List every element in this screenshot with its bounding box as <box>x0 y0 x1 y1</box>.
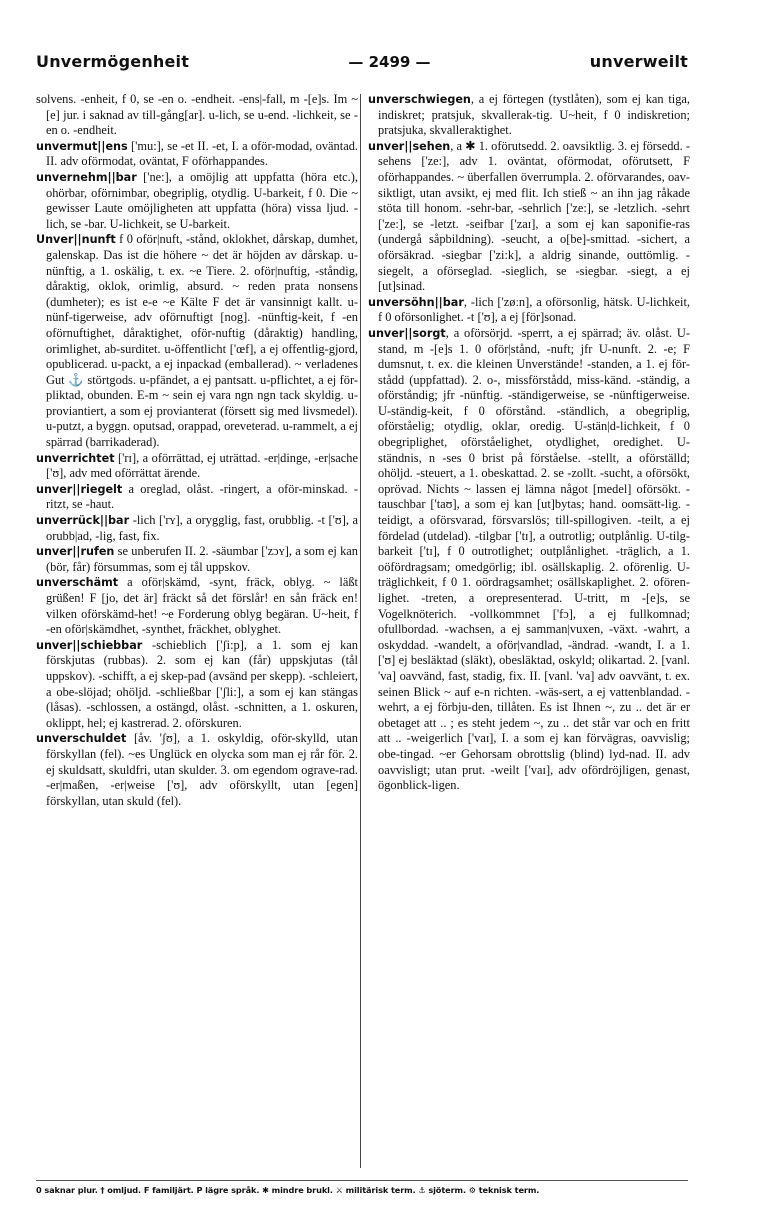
column-divider <box>360 94 361 1168</box>
entry-headword: unvernehm||bar <box>36 170 137 184</box>
entry-headword: unver||rufen <box>36 545 115 559</box>
dictionary-entry: unver||sorgt, a oförsörjd. -sperrt, a ej spärrad; äv. olåst. U-stand, m -[e]s 1. 0 oför|stånd, -nuft; jfr U-nunft. 2. -e; F dumsnut, t. ex. die kleinen Unverstände! -standen, a 1. ej för-stådd (uppfattad). 2. o-, missförstådd, miss-känd. -ständig, a oförståndig; jfr -nünftig. -ständigerweise, se -nünftigerweise. U-ständig-keit, f 0 oförstånd. -ständlich, a obegriplig, oförståelig; otydlig, oklar, oredig. U-stän|d-lichkeit, f 0 obegriplighet, oförståelighet, otydlighet, oredighet. U-ständnis, n -ses 0 brist på förståelse. -stellt, a oförställd; ohöljd. -steuert, a 1. obeskattad. 2. se -zollt. -sucht, a oförsökt, oprövad. Nichts ~ lassen ej lämna något [medel] oförsökt. -tauschbar ['taʊ], a som ej kan [ut]bytas; hand. oomsätt-lig. -teidigt, a oförsvarad, försvarslös; till-spillogiven. -teilt, a ej fördelad (utdelad). -tilgbar ['tɪ], a outrotlig; outplånlig. U-tilg-barkeit ['tɪ], f 0 outrotlighet; outplånlighet. -träglich, a 1. oöfördragsam; omedgörlig; ibl. osällskaplig. 2. oförenlig. U-träglichkeit, f 0 1. oördragsamhet; osällskaplighet. 2. ofören-lighet. -treten, a orepresenterad. U-tritt, m -[e]s, se Vogelknöterich. -vollkommnet ['fɔ], a ej fullkomnad; ofullbordad. -wachsen, a ej samman|vuxen, -växt. -wahrt, a oskyddad. -wandelt, a oför|vandlad, -ändrad. -wandt, I. a 1. ['ʊ] ej besläktad (släkt), obesläktad, oskyld; olikartad. 2. [vanl. 'va] oavvänd, fast, stadig, fix. II. [vanl. 'va] adv oavvänt, t. ex. seinen Blick ~ auf e-n richten. -wäs-sert, a ej vattenblandad. -wehrt, a ej förbju-den, tillåten. Es ist Ihnen ~, zu .. det är er obetaget att .. ; es steht jedem ~, zu .. det står var och en fritt att .. -weigerlich ['vaɪ], I. a som ej kan förvägras, oavvislig; obe-tingad. ~er Gehorsam obrottslig (blind) lyd-nad. II. adv oavvisligt; utan prut. -weilt ['vaɪ], adv ofördröjligen, genast, ögonblick-ligen. <box>368 325 690 793</box>
entry-text: ['rɪ], a oförrättad, ej uträttad. -er|dinge, -er|sache ['ʊ], adv med oförrättat ärende. <box>46 450 358 481</box>
dictionary-entry: unver||sehen, a ✱ 1. oförutsedd. 2. oavsiktlig. 3. ej försedd. -sehens ['ze:], adv 1. oväntat, oförmodat, oförutsett, F oförhappandes. ~ überfallen överrumpla. 2. oförvarandes, oav-siktligt, utan avsikt, ej med flit. Ich stieß ~ an ihn jag råkade stöta till honom. -sehr-bar, -sehrlich ['ze:], se -letzlich. -sehrt ['ze:], se -letzt. -seifbar ['zaɪ], a som ej kan saponifie-ras (undergå såpbildning). -seucht, a o[be]-smittad. -sichert, a oförsäkrad. -siegbar ['zi:k], a aldrig sinande, outtömlig. -siegelt, a oförseglad. -sieglich, se -siegbar. -siegt, a ej [ut]sinad. <box>368 138 690 294</box>
entry-text: ['mu:], se -et II. -et, I. a oför-modad, oväntad. II. adv oförmodat, oväntat, F oförhappandes. <box>46 138 358 169</box>
dictionary-entry <box>36 731 358 809</box>
entry-headword: unver||riegelt <box>36 482 123 496</box>
entry-text: a oförsörjd. -sperrt, a ej spärrad; äv. olåst. U-stand, m -[e]s 1. 0 oför|stånd, -nuft; jfr U-nunft. 2. -e; F dumsnut, t. ex. die kleinen Unverstände! -standen, a 1. ej för-stådd (uppfattad). 2. o-, missförstådd, miss-känd. -ständig, a oförståndig; jfr -nünftig. -ständigerweise, se -nünftigerweise. U-ständig-keit, f 0 oförstånd. -ständlich, a obegriplig, oförståelig; otydlig, oklar, oredig. U-stän|d-lichkeit, f 0 obegriplighet, oförståelighet, otydlighet, oredighet. U-ständnis, n -ses 0 brist på förståelse. -stellt, a oförställd; ohöljd. -steuert, a 1. obeskattad. 2. se -zollt. -sucht, a oförsökt, oprövad. Nichts ~ lassen ej lämna något [medel] oförsökt. -tauschbar ['taʊ], a som ej kan [ut]bytas; hand. oomsätt-lig. -teidigt, a oförsvarad, försvarslös; till-spillogiven. -teilt, a ej fördelad (utdelad). -tilgbar ['tɪ], a outrotlig; outplånlig. U-tilg-barkeit ['tɪ], f 0 outrotlighet; outplånlighet. -träglich, a 1. oöfördragsam; omedgörlig; ibl. osällskaplig. 2. oförenlig. U-träglichkeit, f 0 1. oördragsamhet; osällskaplighet. 2. ofören-lighet. -treten, a orepresenterad. U-tritt, m -[e]s, se Vogelknöterich. -vollkommnet ['fɔ], a ej fullkomnad; ofullbordad. -wachsen, a ej samman|vuxen, -växt. -wahrt, a oskyddad. -wandelt, a oför|vandlad, -ändrad. -wandt, I. a 1. ['ʊ] ej besläktad (släkt), obesläktad, oskyld; olikartad. 2. [vanl. 'va] oavvänd, fast, stadig, fix. II. [vanl. 'va] adv oavvänt, t. ex. seinen Blick ~ auf e-n richten. -wäs-sert, a ej vattenblandad. -wehrt, a ej förbju-den, tillåten. Es ist Ihnen ~, zu .. det är er obetaget att .. ; es steht jedem ~, zu .. det står var och en fritt att .. -weigerlich ['vaɪ], I. a som ej kan förvägras, oavvislig; obe-tingad. ~er Gehorsam obrottslig (blind) lyd-nad. II. adv oavvisligt; utan prut. -weilt ['vaɪ], adv ofördröjligen, genast, ögonblick-ligen. <box>378 325 690 793</box>
dictionary-entry <box>36 232 358 450</box>
entry-headword: unvermut||ens <box>36 139 128 153</box>
entry-text: a oför|skämd, -synt, fräck, oblyg. ~ läßt grüßen! F [jo, det är] fräckt så det förslår! en sån fräck en! vilken oförskämd-het! ~e Forderung oblyg begäran. U~heit, f -en oför|skämdhet, -synthet, fräckhet, oblyghet. <box>46 575 358 637</box>
entry-text: -lich ['zøːn], a oförsonlig, hätsk. U-lichkeit, f 0 oförsonlighet. -t ['ʊ], a ej [för]sonad. <box>378 294 690 325</box>
entry-text: se unberufen II. 2. -säumbar ['zɔʏ], a som ej kan (bör, får) försummas, som ej tål uppskov. <box>46 544 358 574</box>
dictionary-entry <box>36 451 358 482</box>
entry-text: [åv. 'ʃʊ], a 1. oskyldig, oför-skylld, utan förskyllan (fel). ~es Unglück en olycka som man ej rår för. 2. ej skuldsatt, skuldfri, utan skulder. 3. om egendom ograve-rad. -er|maßen, -er|weise ['ʊ], adv oförskyllt, utan [egen] förskyllan, utan skuld (fel). <box>46 731 358 808</box>
entry-text: a oreglad, olåst. -ringert, a oför-minskad. -ritzt, se -haut. <box>46 481 358 512</box>
entry-headword: unversöhn||bar <box>368 295 464 309</box>
left-guide-word: Unvermögenheit <box>36 52 190 71</box>
dictionary-entry <box>36 170 358 232</box>
dictionary-entry <box>36 638 358 732</box>
entry-headword: unverschuldet <box>36 732 127 746</box>
dictionary-entry <box>36 544 358 575</box>
entry-headword: unverrück||bar <box>36 514 130 528</box>
entry-headword: unver||sehen <box>368 139 451 153</box>
right-guide-word: unverweilt <box>589 52 688 71</box>
entry-headword: Unver||nunft <box>36 233 116 247</box>
page-number: — 2499 — <box>348 53 431 71</box>
entry-headword: unver||sorgt <box>368 326 446 340</box>
entry-text: ['ne:], a omöjlig att uppfatta (höra etc.), ohörbar, oförnimbar, obegriplig, otydlig. U-barkeit, f 0. Die ~ gewisser Laute omöjligheten att uppfatta (höra) vissa ljud. -lich, se -bar. U-lichkeit, se U-barkeit. <box>46 169 358 231</box>
entry-headword: unverrichtet <box>36 451 115 465</box>
entry-text: solvens. -enheit, f 0, se -en o. -endheit. -ens|-fall, m -[e]s. Im ~[e] jur. i saknad av till-gång[ar]. u-lich, se u-end. -lichkeit, se -en o. -endheit. <box>36 92 358 138</box>
abbreviation-legend: 0 saknar plur. † omljud. F familjärt. P lägre språk. ✱ mindre brukl. ⚔ militärisk term. ⚓ sjöterm. ⚙ teknisk term. <box>36 1180 688 1195</box>
dictionary-entry: unversöhn||bar, -lich ['zøːn], a oförsonlig, hätsk. U-lichkeit, f 0 oförsonlighet. -t ['ʊ], a ej [för]sonad. <box>368 294 690 325</box>
dictionary-entry: unverschwiegen, a ej förtegen (tystlåten), som ej kan tiga, indiskret; pratsjuk, skvallerak-tig. U~heit, f 0 indiskretion; pratsjuka, skvalleraktighet. <box>368 92 690 138</box>
left-column <box>36 92 358 809</box>
dictionary-entry <box>36 575 358 637</box>
page-header <box>36 52 688 78</box>
dictionary-entry <box>36 482 358 513</box>
entry-headword: unverschämt <box>36 576 119 590</box>
dictionary-entry <box>36 513 358 544</box>
entry-headword: unverschwiegen <box>368 93 471 106</box>
entry-text: a ej förtegen (tystlåten), som ej kan tiga, indiskret; pratsjuk, skvallerak-tig. U~heit, f 0 indiskretion; pratsjuka, skvalleraktighet. <box>378 92 690 138</box>
dictionary-entry <box>36 92 358 139</box>
entry-headword: unver||schiebbar <box>36 638 143 652</box>
entry-text: a ✱ 1. oförutsedd. 2. oavsiktlig. 3. ej försedd. -sehens ['ze:], adv 1. oväntat, oförmodat, oförutsett, F oförhappandes. ~ überfallen överrumpla. 2. oförvarandes, oav-siktligt, utan avsikt, ej med flit. Ich stieß ~ an ihn jag råkade stöta till honom. -sehr-bar, -sehrlich ['ze:], se -letzlich. -sehrt ['ze:], se -letzt. -seifbar ['zaɪ], a som ej kan saponifie-ras (undergå såpbildning). -seucht, a o[be]-smittad. -sichert, a oförsäkrad. -siegbar ['zi:k], a aldrig sinande, outtömlig. -siegelt, a oförseglad. -sieglich, se -siegbar. -siegt, a ej [ut]sinad. <box>378 138 690 294</box>
dictionary-entry <box>36 139 358 170</box>
entry-text: -lich ['rʏ], a orygglig, fast, orubblig. -t ['ʊ], a orubb|ad, -lig, fast, fix. <box>46 513 358 543</box>
entry-text: f 0 oför|nuft, -stånd, oklokhet, dårskap, dumhet, galenskap. Das ist die höhere ~ det är höjden av dårskap. u-nünftig, a 1. oskälig, t. ex. ~e Tiere. 2. oför|nuftig, -ståndig, dåraktig, oklok, orimlig, absurd. ~ reden prata nonsens (dumheter); es ist e-e ~e Kälte F det är vansinnigt kallt. u-nünf-tigerweise, adv oförnuftigt [nog]. -nünftig-keit, f -en oförnuftighet, dåraktighet, oför-nuftig (dåraktig) handling, orimlighet, ab-surditet. u-öffentlicht ['œf], a ej offentlig-gjord, opublicerad. u-packt, a ej inpackad (emballerad). ~ verladenes Gut ⚓ störtgods. u-pfändet, a ej pantsatt. u-pflichtet, a ej för-pliktad, obunden. E-m ~ sein ej vara ngn ngn tack skyldig. u-proviantiert, a som ej provianterat (försett sig med livsmedel). u-putzt, a byggn. oputsad, orappad, oreveterad. u-rammelt, a ej spärrad (barrikaderad). <box>46 232 358 450</box>
entry-text: -schieblich ['ʃi:p], a 1. som ej kan förskjutas (rubbas). 2. som ej kan (får) uppskjutas (tål uppskov). -schifft, a ej skep-pad (avsänd per skepp). -schleiert, a obe-slöjad; ohöljd. -schließbar ['ʃli:], a som ej kan stängas (låsas). -schlossen, a ostängd, olåst. -schnitten, a 1. oskuren, oklippt, hel; ej kastrerad. 2. oförskuren. <box>46 637 358 730</box>
right-column <box>368 92 690 794</box>
